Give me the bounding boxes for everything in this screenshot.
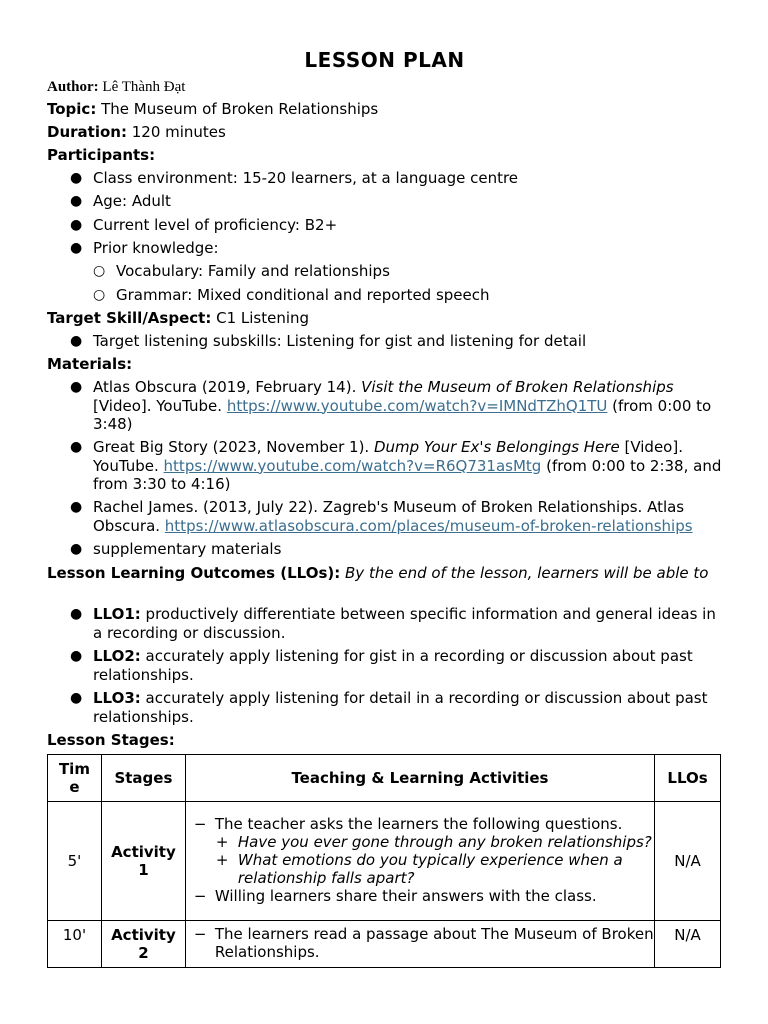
plus-icon: +: [215, 851, 229, 869]
stages-heading: Lesson Stages:: [47, 731, 175, 749]
material-link[interactable]: https://www.youtube.com/watch?v=R6Q731asMtg: [163, 456, 542, 475]
bullet-icon: ●: [70, 193, 83, 209]
dash-icon: −: [193, 925, 207, 943]
lesson-stages-table: [47, 754, 721, 968]
table-row: [48, 921, 721, 968]
header-stages: Stages: [101, 755, 185, 802]
target-skill-line: Target Skill/Aspect: C1 Listening: [47, 309, 310, 327]
bullet-icon: ●: [70, 499, 83, 515]
author-line: [47, 78, 185, 96]
material-link[interactable]: https://www.atlasobscura.com/places/museum-of-broken-relationships: [164, 516, 693, 535]
topic-value: The Museum of Broken Relationships: [101, 100, 379, 118]
bullet-icon: ●: [70, 217, 83, 233]
material-link[interactable]: https://www.youtube.com/watch?v=IMNdTZhQ1TU: [226, 396, 608, 415]
bullet-icon: ●: [70, 541, 83, 557]
bullet-icon: ●: [70, 606, 83, 622]
llos-cell: N/A: [655, 802, 721, 921]
topic-line: [47, 100, 378, 118]
bullet-icon: ●: [70, 439, 83, 455]
participants-heading: Participants:: [47, 146, 156, 164]
outcomes-heading: Lesson Learning Outcomes (LLOs): By the end of the lesson, learners will be able to: [47, 564, 709, 582]
author-label: Author:: [47, 79, 99, 95]
bullet-icon: ●: [70, 648, 83, 664]
materials-heading: Materials:: [47, 355, 133, 373]
circle-bullet-icon: ○: [93, 287, 106, 303]
stage-cell: Activity 1: [101, 802, 185, 921]
header-llos: LLOs: [655, 755, 721, 802]
bullet-icon: ●: [70, 240, 83, 256]
time-cell: 10': [48, 921, 102, 968]
activity-cell: − The teacher asks the learners the following questions. + Have you ever gone through any broken relationships? + What emotions do you typically experience when a relationship falls apart? − Willing learners share their answers with the class.: [185, 802, 654, 921]
page-title: LESSON PLAN: [304, 48, 465, 72]
circle-bullet-icon: ○: [93, 263, 106, 279]
dash-icon: −: [193, 815, 207, 833]
bullet-icon: ●: [70, 170, 83, 186]
bullet-icon: ●: [70, 690, 83, 706]
author-value: Lê Thành Đạt: [102, 79, 186, 95]
time-cell: 5': [48, 802, 102, 921]
bullet-icon: ●: [70, 333, 83, 349]
duration-label: Duration:: [47, 123, 127, 141]
plus-icon: +: [215, 833, 229, 851]
activity-cell: − The learners read a passage about The Museum of Broken Relationships.: [185, 921, 654, 968]
table-row: [48, 802, 721, 921]
duration-value: 120 minutes: [131, 123, 226, 141]
llos-cell: N/A: [655, 921, 721, 968]
table-header-row: [48, 755, 721, 802]
header-activities: Teaching & Learning Activities: [185, 755, 654, 802]
stage-cell: Activity 2: [101, 921, 185, 968]
header-time: Time: [48, 755, 102, 802]
dash-icon: −: [193, 887, 207, 905]
duration-line: [47, 123, 226, 141]
topic-label: Topic:: [47, 100, 97, 118]
bullet-icon: ●: [70, 379, 83, 395]
